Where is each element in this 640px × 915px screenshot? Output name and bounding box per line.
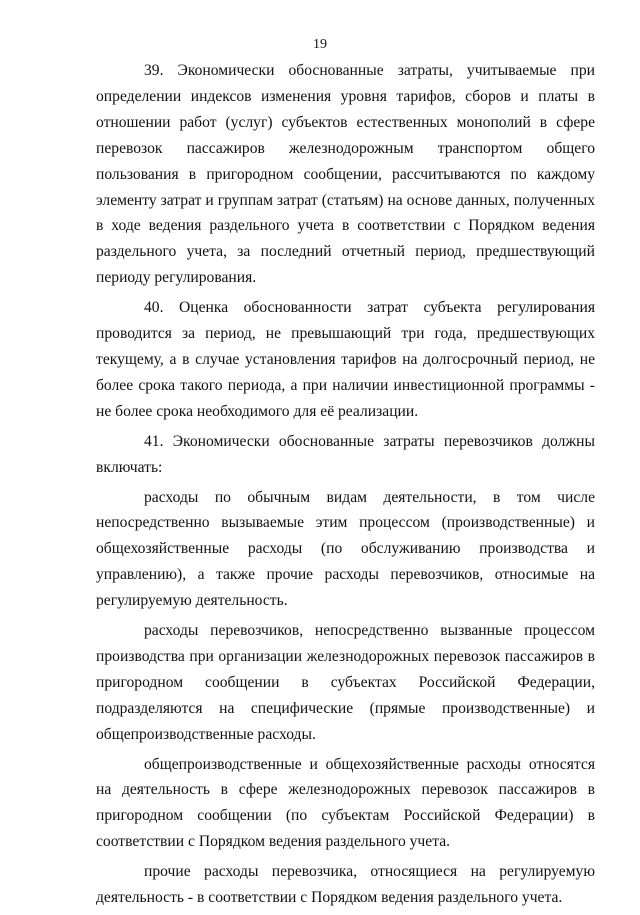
paragraph-40: 40. Оценка обоснованности затрат субъекта регулирования проводится за период, не превышающий три года, предшествующих текущему, а в случае установления тарифов на долгосрочный период, не более срока такого периода, а при наличии инвестиционной программы - не более срока необходимого для её реализации.	[96, 299, 595, 420]
paragraph-41: 41. Экономически обоснованные затраты перевозчиков должны включать:	[96, 432, 595, 476]
page-number: 19	[313, 37, 327, 52]
paragraph-ordinary-expenses: расходы по обычным видам деятельности, в том числе непосредственно вызываемые этим процессом (производственные) и общехозяйственные расходы (по обслуживанию производства и управлению), а также прочие расходы перевозчиков, относимые на регулируемую деятельность.	[96, 488, 595, 610]
paragraph-overhead-expenses: общепроизводственные и общехозяйственные расходы относятся на деятельность в сфере железнодорожных перевозок пассажиров в пригородном сообщении (по субъектам Российской Федерации) в соответствии с Порядком ведения раздельного учета.	[96, 755, 595, 851]
paragraph-carrier-expenses: расходы перевозчиков, непосредственно вызванные процессом производства при организации железнодорожных перевозок пассажиров в пригородном сообщении в субъектах Российской Федерации, подразделяются на специфические (прямые производственные) и общепроизводственные расходы.	[96, 622, 595, 743]
document-body	[96, 58, 595, 915]
paragraph-39: 39. Экономически обоснованные затраты, учитываемые при определении индексов изменения уровня тарифов, сборов и платы в отношении работ (услуг) субъектов естественных монополий в сфере перевозок пассажиров железнодорожным транспортом общего пользования в пригородном сообщении, рассчитываются по каждому элементу затрат и группам затрат (статьям) на основе данных, полученных в ходе ведения раздельного учета в соответствии с Порядком ведения раздельного учета, за последний отчетный период, предшествующий периоду регулирования.	[96, 62, 595, 287]
paragraph-other-expenses: прочие расходы перевозчика, относящиеся на регулируемую деятельность - в соответствии с Порядком ведения раздельного учета.	[96, 863, 595, 907]
